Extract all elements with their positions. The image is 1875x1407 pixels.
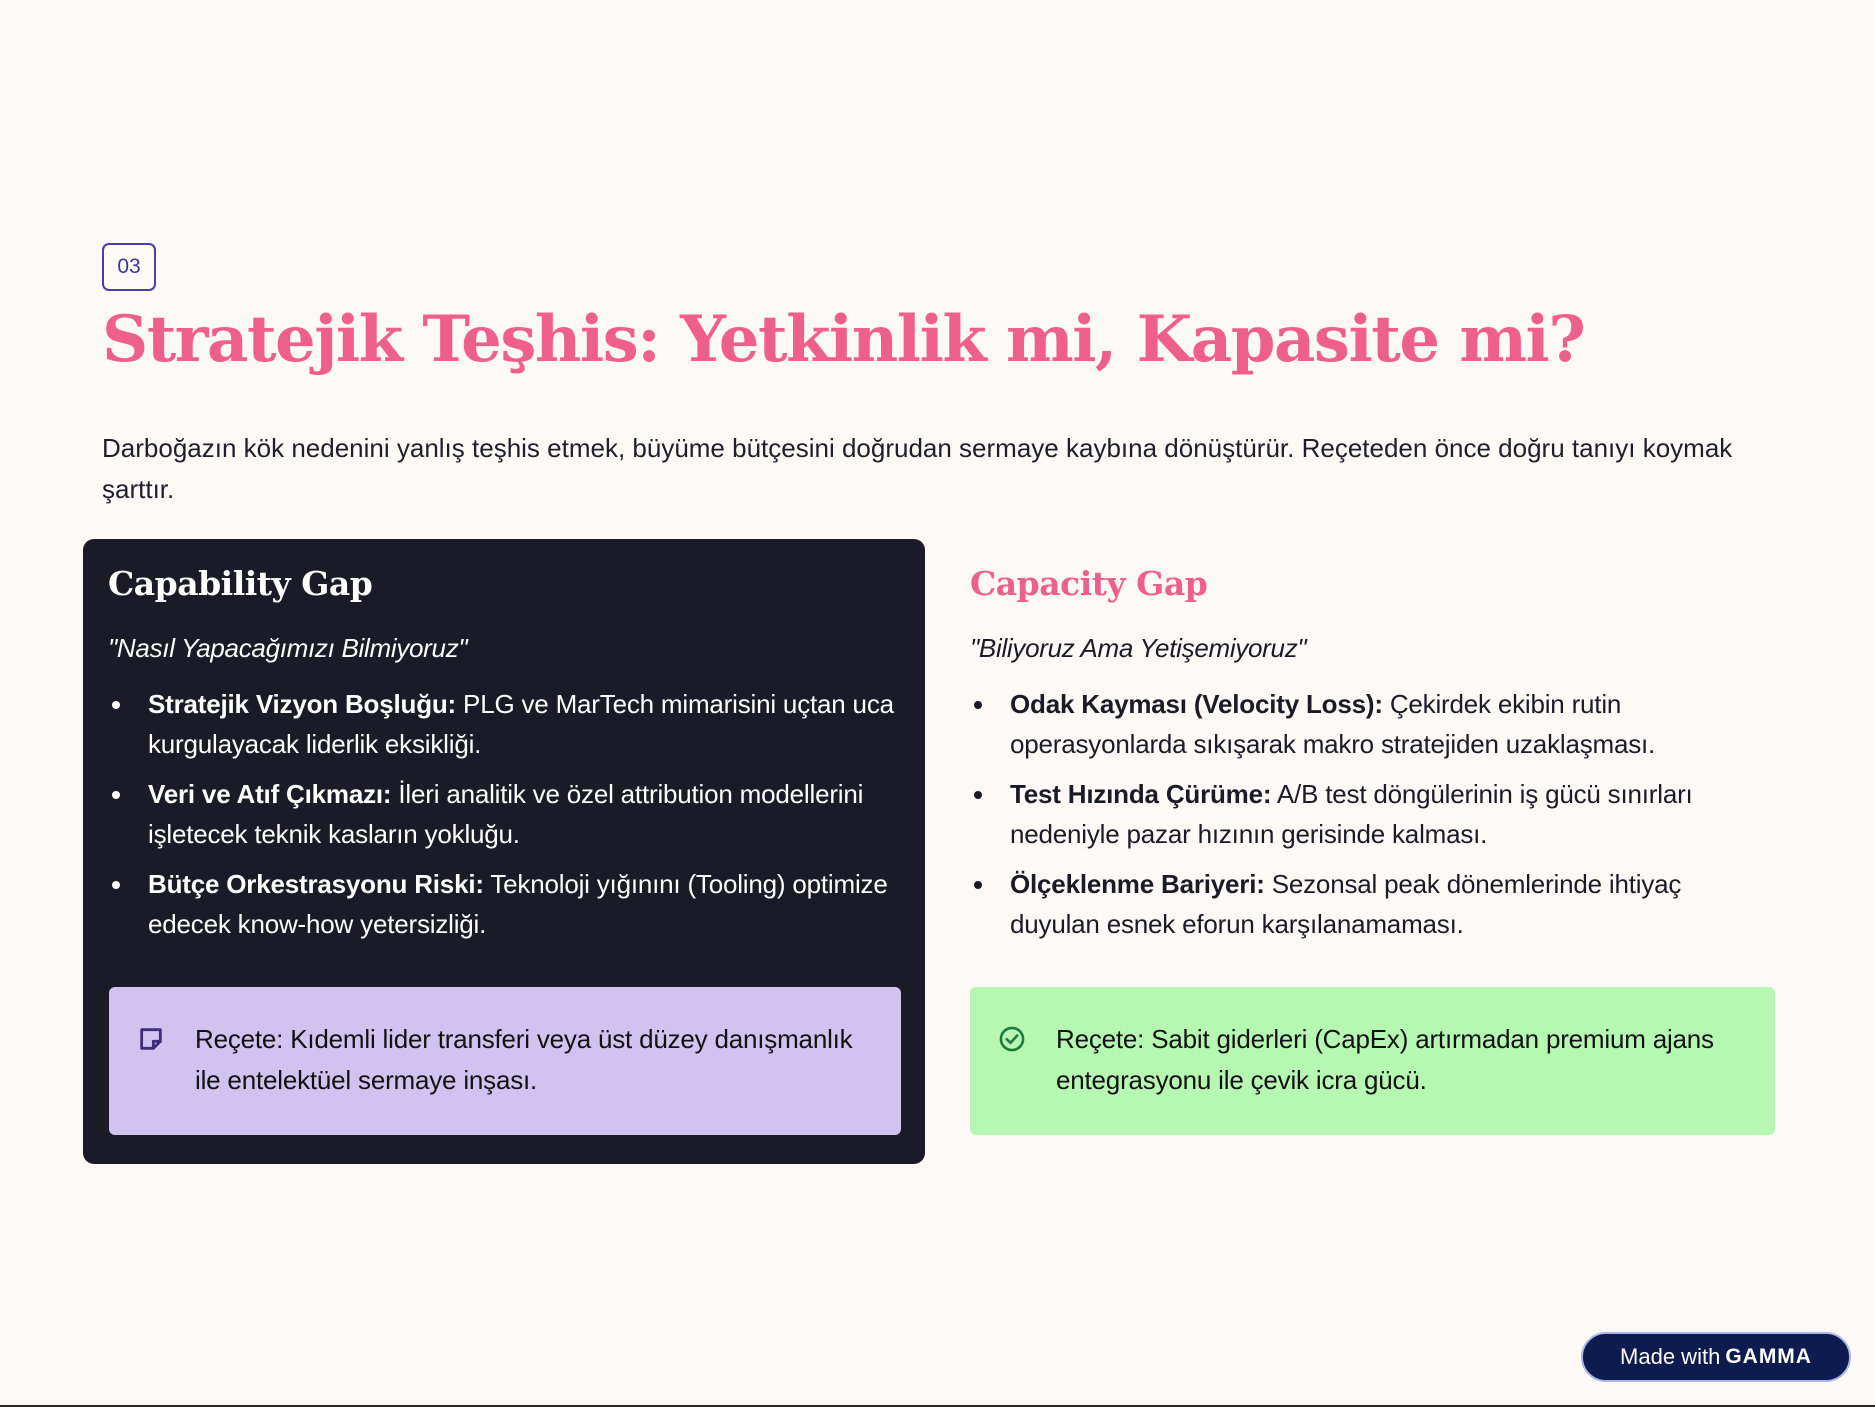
point-heading: Test Hızında Çürüme: [1010,779,1272,809]
list-item [970,684,1775,764]
capacity-gap-list [970,684,1775,944]
check-circle-icon [998,1025,1026,1053]
capability-gap-title: Capability Gap [108,564,373,603]
note-icon [137,1025,165,1053]
point-body: Çekirdek ekibin rutin operasyonlarda sıkışarak makro stratejiden uzaklaşması. [1010,689,1656,759]
capacity-recipe-text: Reçete: Sabit giderleri (CapEx) artırmadan premium ajans entegrasyonu ile çevik icra gücü. [1056,1024,1714,1095]
list-item [970,774,1775,854]
point-heading: Ölçeklenme Bariyeri: [1010,869,1265,899]
capacity-gap-card [970,539,1775,1164]
capability-gap-list [108,684,900,944]
intro-text: Darboğazın kök nedenini yanlış teşhis etmek, büyüme bütçesini doğrudan sermaye kaybına dönüştürür. Reçeteden önce doğru tanıyı koymak şarttır. [102,433,1733,504]
capacity-gap-subtitle: "Biliyoruz Ama Yetişemiyoruz" [970,633,1307,663]
capability-gap-card [83,539,925,1164]
point-heading: Stratejik Vizyon Boşluğu: [148,689,457,719]
capability-recipe-box [109,987,901,1135]
made-with-label: Made with [1620,1344,1721,1369]
list-item [108,864,900,944]
point-body: A/B test döngülerinin iş gücü sınırları nedeniyle pazar hızının gerisinde kalması. [1010,779,1693,849]
capability-gap-subtitle: "Nasıl Yapacağımızı Bilmiyoruz" [108,633,468,663]
gamma-logo: GAMMA [1725,1345,1812,1368]
capability-recipe-text: Reçete: Kıdemli lider transferi veya üst düzey danışmanlık ile entelektüel sermaye inşası. [195,1024,853,1095]
capacity-gap-title: Capacity Gap [970,564,1208,603]
point-heading: Odak Kayması (Velocity Loss): [1010,689,1383,719]
point-heading: Veri ve Atıf Çıkmazı: [148,779,392,809]
point-heading: Bütçe Orkestrasyonu Riski: [148,869,484,899]
point-body: Sezonsal peak dönemlerinde ihtiyaç duyulan esnek eforun karşılanamaması. [1010,869,1682,939]
list-item [108,774,900,854]
point-body: Teknoloji yığınını (Tooling) optimize edecek know-how yetersizliği. [148,869,888,939]
made-with-gamma-badge[interactable] [1581,1332,1851,1382]
capacity-recipe-box [970,987,1775,1135]
list-item [108,684,900,764]
list-item [970,864,1775,944]
page-title: Stratejik Teşhis: Yetkinlik mi, Kapasite mi? [102,302,1585,377]
slide-number-badge: 03 [102,243,156,291]
point-body: İleri analitik ve özel attribution modellerini işletecek teknik kasların yokluğu. [148,779,864,849]
point-body: PLG ve MarTech mimarisini uçtan uca kurgulayacak liderlik eksikliği. [148,689,894,759]
